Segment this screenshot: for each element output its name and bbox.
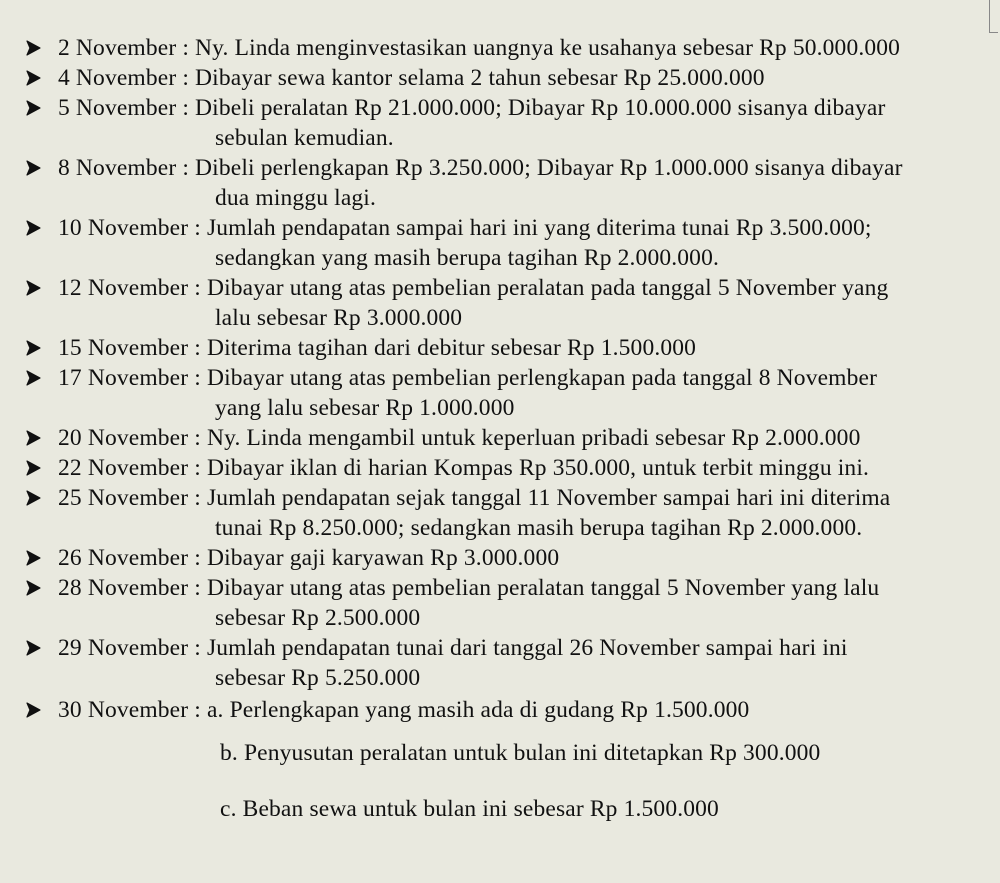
item-text: Dibayar utang atas pembelian perlengkapan pada tanggal 8 November [206, 365, 878, 391]
item-date: 22 November : [58, 455, 201, 481]
arrowhead-bullet-icon [22, 543, 44, 573]
arrowhead-bullet-icon [22, 273, 44, 303]
item-date: 17 November : [58, 365, 201, 391]
transaction-item [0, 273, 1000, 333]
item-date: 25 November : [58, 485, 201, 511]
item-date: 2 November : [58, 35, 190, 61]
item-text: Dibayar gaji karyawan Rp 3.000.000 [206, 545, 560, 571]
item-continuation-line: sebesar Rp 5.250.000 [215, 665, 421, 691]
item-first-line [0, 695, 1000, 725]
item-continuation-line: lalu sebesar Rp 3.000.000 [215, 305, 463, 331]
item-continuation-line: sebulan kemudian. [215, 125, 394, 151]
item-date: 4 November : [58, 65, 190, 91]
item-text: Ny. Linda menginvestasikan uangnya ke usahanya sebesar Rp 50.000.000 [195, 35, 901, 61]
item-date: 12 November : [58, 275, 201, 301]
item-first-line [0, 33, 1000, 63]
arrowhead-bullet-icon [22, 695, 44, 725]
item-date: 26 November : [58, 545, 201, 571]
item-text: Diterima tagihan dari debitur sebesar Rp 1.500.000 [206, 335, 697, 361]
arrowhead-bullet-icon [22, 93, 44, 123]
item-first-line [0, 423, 1000, 453]
item-first-line [0, 573, 1000, 603]
item-continuation-line: sebesar Rp 2.500.000 [215, 605, 421, 631]
item-text: Dibayar sewa kantor selama 2 tahun sebesar Rp 25.000.000 [195, 65, 765, 91]
transaction-item [0, 423, 1000, 453]
item-date: 5 November : [58, 95, 190, 121]
item-text: Dibeli peralatan Rp 21.000.000; Dibayar Rp 10.000.000 sisanya dibayar [195, 95, 886, 121]
item-date: 10 November : [58, 215, 201, 241]
item-first-line [0, 543, 1000, 573]
item-date: 20 November : [58, 425, 201, 451]
item-continuation-line: yang lalu sebesar Rp 1.000.000 [215, 395, 515, 421]
arrowhead-bullet-icon [22, 63, 44, 93]
transaction-item [0, 63, 1000, 93]
item-first-line [0, 93, 1000, 123]
arrowhead-bullet-icon [22, 483, 44, 513]
item-text: Dibayar iklan di harian Kompas Rp 350.000, untuk terbit minggu ini. [206, 455, 870, 481]
item-continuation-line: sedangkan yang masih berupa tagihan Rp 2.000.000. [215, 245, 720, 271]
transaction-item [0, 573, 1000, 633]
item-text: Dibayar utang atas pembelian peralatan pada tanggal 5 November yang [206, 275, 889, 301]
window-corner-edge [989, 0, 998, 33]
item-first-line [0, 213, 1000, 243]
item-first-line [0, 363, 1000, 393]
transaction-item [0, 483, 1000, 543]
transaction-item [0, 93, 1000, 153]
item-text: Jumlah pendapatan sampai hari ini yang diterima tunai Rp 3.500.000; [206, 215, 872, 241]
arrowhead-bullet-icon [22, 153, 44, 183]
arrowhead-bullet-icon [22, 453, 44, 483]
transaction-item [0, 333, 1000, 363]
item-date: 29 November : [58, 635, 201, 661]
item-text: Dibeli perlengkapan Rp 3.250.000; Dibayar Rp 1.000.000 sisanya dibayar [195, 155, 903, 181]
item-first-line [0, 333, 1000, 363]
transaction-item [0, 543, 1000, 573]
item-first-line [0, 453, 1000, 483]
arrowhead-bullet-icon [22, 333, 44, 363]
transaction-item [0, 33, 1000, 63]
item-first-line [0, 63, 1000, 93]
item-date: 28 November : [58, 575, 201, 601]
transaction-item-last [0, 695, 1000, 837]
item-date: 8 November : [58, 155, 190, 181]
item-first-line [0, 633, 1000, 663]
item-sub-point: b. Penyusutan peralatan untuk bulan ini ditetapkan Rp 300.000 [220, 740, 821, 766]
arrowhead-bullet-icon [22, 213, 44, 243]
item-text: Dibayar utang atas pembelian peralatan tanggal 5 November yang lalu [206, 575, 880, 601]
item-text: Jumlah pendapatan tunai dari tanggal 26 November sampai hari ini [206, 635, 848, 661]
item-first-line [0, 153, 1000, 183]
item-date: 30 November : [58, 697, 201, 723]
transaction-item [0, 153, 1000, 213]
transaction-item [0, 363, 1000, 423]
transaction-item [0, 633, 1000, 693]
item-text: Ny. Linda mengambil untuk keperluan pribadi sebesar Rp 2.000.000 [206, 425, 861, 451]
transaction-item [0, 453, 1000, 483]
item-continuation-line: tunai Rp 8.250.000; sedangkan masih berupa tagihan Rp 2.000.000. [215, 515, 863, 541]
arrowhead-bullet-icon [22, 33, 44, 63]
item-date: 15 November : [58, 335, 201, 361]
item-text: a. Perlengkapan yang masih ada di gudang Rp 1.500.000 [206, 697, 750, 723]
transaction-item [0, 213, 1000, 273]
arrowhead-bullet-icon [22, 423, 44, 453]
arrowhead-bullet-icon [22, 633, 44, 663]
item-continuation-line: dua minggu lagi. [215, 185, 377, 211]
arrowhead-bullet-icon [22, 363, 44, 393]
transaction-list [0, 33, 1000, 837]
item-first-line [0, 483, 1000, 513]
item-text: Jumlah pendapatan sejak tanggal 11 November sampai hari ini diterima [206, 485, 891, 511]
item-first-line [0, 273, 1000, 303]
arrowhead-bullet-icon [22, 573, 44, 603]
item-sub-point: c. Beban sewa untuk bulan ini sebesar Rp 1.500.000 [220, 796, 719, 822]
